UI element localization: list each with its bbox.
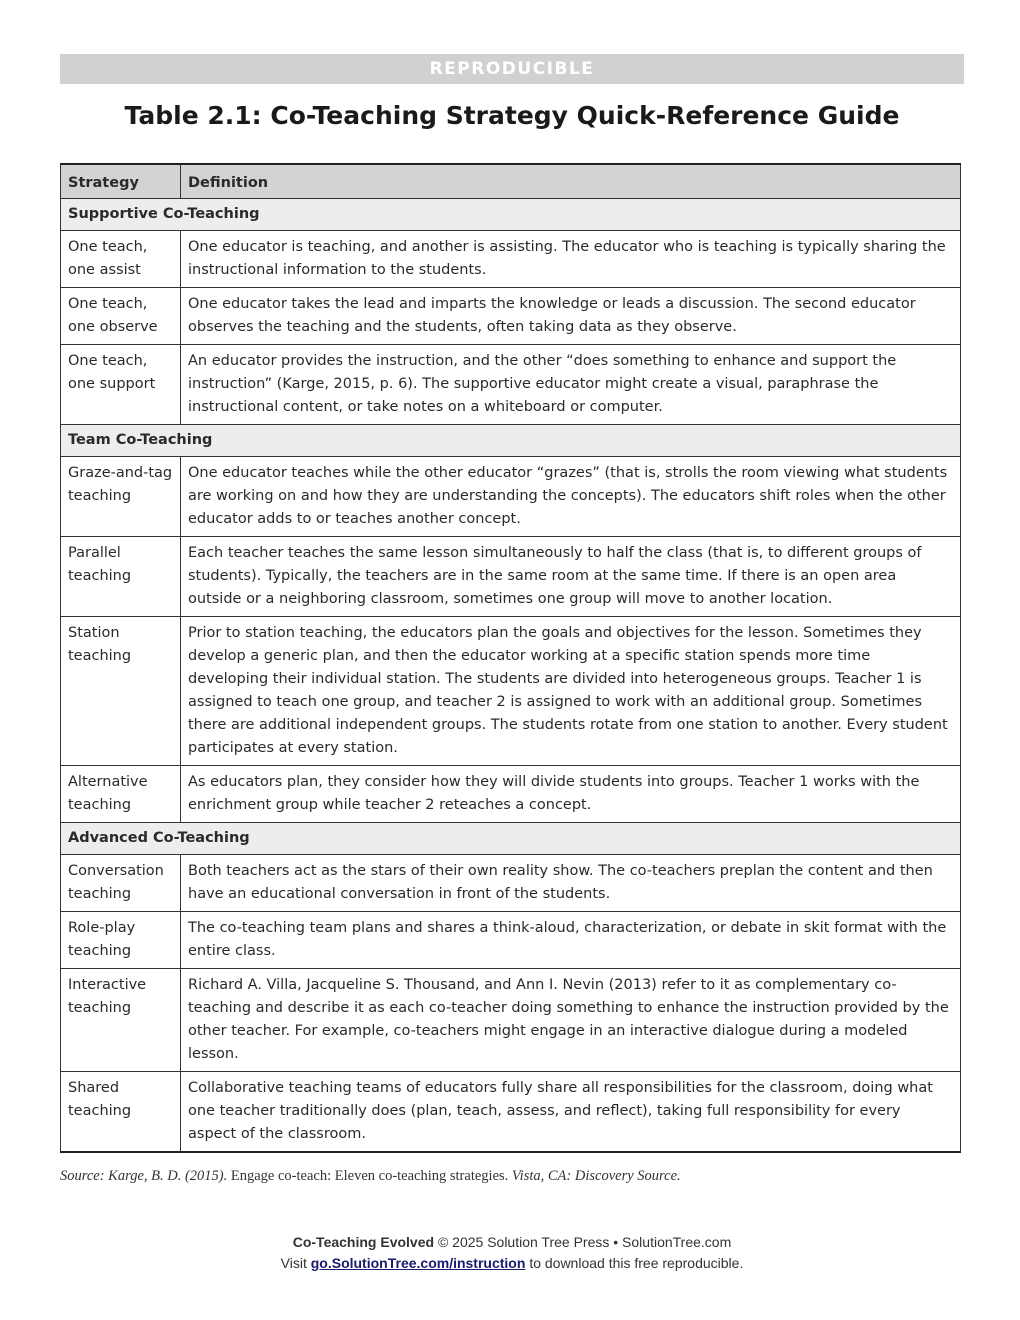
table-row: [61, 855, 961, 912]
definition-cell: One educator takes the lead and imparts the knowledge or leads a discussion. The second educator observes the teaching and the students, often taking data as they observe.: [181, 288, 961, 345]
strategy-cell: Graze-and-tag teaching: [61, 457, 181, 537]
table-row: [61, 345, 961, 425]
section-advanced: Advanced Co-Teaching: [61, 823, 961, 855]
header-strategy: Strategy: [61, 164, 181, 199]
table-row: [61, 231, 961, 288]
header-definition: Definition: [181, 164, 961, 199]
source-citation: [60, 1168, 964, 1185]
source-prefix: Source: Karge, B. D. (2015).: [60, 1168, 228, 1184]
download-link[interactable]: go.SolutionTree.com/instruction: [310, 1255, 526, 1271]
table-header-row: [61, 164, 961, 199]
section-row: [61, 425, 961, 457]
definition-cell: Collaborative teaching teams of educators fully share all responsibilities for the classroom, doing what one teacher traditionally does (plan, teach, assess, and reflect), taking full responsibility for every aspect of the classroom.: [181, 1072, 961, 1153]
strategy-table: [60, 163, 961, 1153]
strategy-cell: Role-play teaching: [61, 912, 181, 969]
page-footer: [60, 1232, 964, 1274]
table-row: [61, 457, 961, 537]
footer-copyright: © 2025 Solution Tree Press • SolutionTree.com: [437, 1234, 732, 1250]
table-row: [61, 537, 961, 617]
page-title: Table 2.1: Co-Teaching Strategy Quick-Reference Guide: [124, 101, 900, 130]
table-row: [61, 1072, 961, 1153]
section-supportive: Supportive Co-Teaching: [61, 199, 961, 231]
definition-cell: Each teacher teaches the same lesson simultaneously to half the class (that is, to different groups of students). Typically, the teachers are in the same room at the same time. If there is an open area outside or a neighboring classroom, sometimes one group will move to another location.: [181, 537, 961, 617]
table-row: [61, 766, 961, 823]
table-body: [61, 199, 961, 1153]
definition-cell: Prior to station teaching, the educators plan the goals and objectives for the lesson. Sometimes they develop a generic plan, and then the educator working at a specific station spends more time developing their individual station. The students are divided into heterogeneous groups. Teacher 1 is assigned to teach one group, and teacher 2 is assigned to work with an additional group. Sometimes there are additional independent groups. The students rotate from one station to another. Every student participates at every station.: [181, 617, 961, 766]
footer-after: to download this free reproducible.: [529, 1255, 744, 1271]
strategy-cell: One teach, one support: [61, 345, 181, 425]
reproducible-banner: REPRODUCIBLE: [60, 54, 964, 84]
strategy-cell: Parallel teaching: [61, 537, 181, 617]
strategy-cell: Station teaching: [61, 617, 181, 766]
strategy-cell: Conversation teaching: [61, 855, 181, 912]
section-row: [61, 199, 961, 231]
footer-visit: Visit: [280, 1255, 307, 1271]
strategy-cell: Alternative teaching: [61, 766, 181, 823]
table-row: [61, 912, 961, 969]
footer-book-title: Co-Teaching Evolved: [292, 1234, 435, 1250]
table-row: [61, 288, 961, 345]
definition-cell: As educators plan, they consider how they will divide students into groups. Teacher 1 works with the enrichment group while teacher 2 reteaches a concept.: [181, 766, 961, 823]
source-work: Engage co-teach: Eleven co-teaching strategies.: [230, 1168, 509, 1184]
definition-cell: The co-teaching team plans and shares a think-aloud, characterization, or debate in skit format with the entire class.: [181, 912, 961, 969]
footer-line-1: [60, 1232, 964, 1253]
strategy-cell: One teach, one assist: [61, 231, 181, 288]
section-team: Team Co-Teaching: [61, 425, 961, 457]
definition-cell: An educator provides the instruction, and the other “does something to enhance and support the instruction” (Karge, 2015, p. 6). The supportive educator might create a visual, paraphrase the instructional content, or take notes on a whiteboard or computer.: [181, 345, 961, 425]
definition-cell: Both teachers act as the stars of their own reality show. The co-teachers preplan the content and then have an educational conversation in front of the students.: [181, 855, 961, 912]
definition-cell: One educator is teaching, and another is assisting. The educator who is teaching is typically sharing the instructional information to the students.: [181, 231, 961, 288]
strategy-cell: One teach, one observe: [61, 288, 181, 345]
definition-cell: One educator teaches while the other educator “grazes” (that is, strolls the room viewing what students are working on and how they are understanding the concepts). The educators shift roles when the other educator adds to or teaches another concept.: [181, 457, 961, 537]
section-row: [61, 823, 961, 855]
strategy-cell: Shared teaching: [61, 1072, 181, 1153]
source-suffix: Vista, CA: Discovery Source.: [511, 1168, 681, 1184]
definition-cell: Richard A. Villa, Jacqueline S. Thousand, and Ann I. Nevin (2013) refer to it as complementary co-teaching and describe it as each co-teacher doing something to enhance the instruction provided by the other teacher. For example, co-teachers might engage in an interactive dialogue during a modeled lesson.: [181, 969, 961, 1072]
table-row: [61, 617, 961, 766]
strategy-cell: Interactive teaching: [61, 969, 181, 1072]
footer-line-2: [60, 1253, 964, 1274]
table-row: [61, 969, 961, 1072]
